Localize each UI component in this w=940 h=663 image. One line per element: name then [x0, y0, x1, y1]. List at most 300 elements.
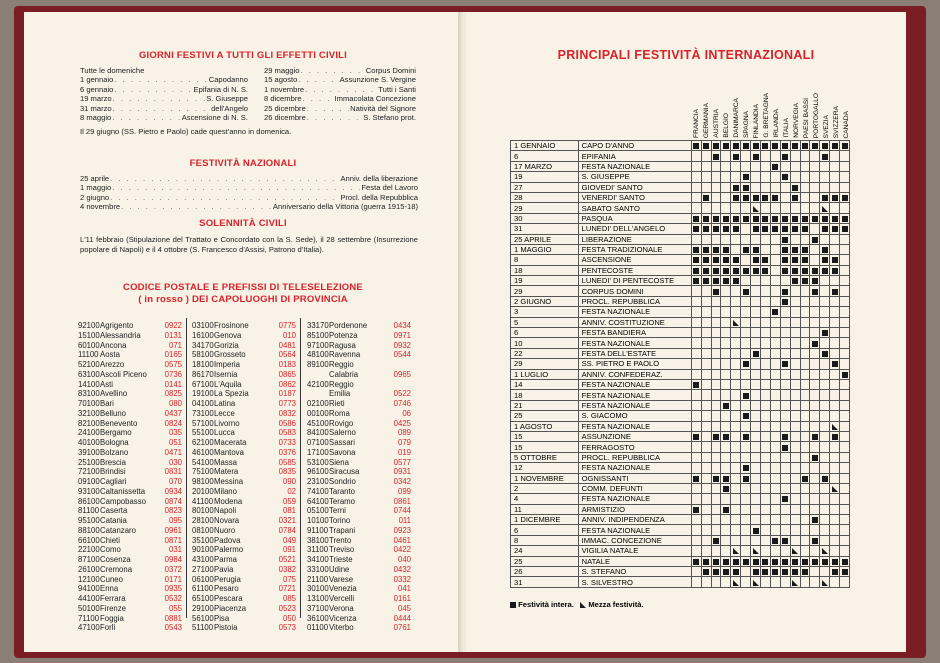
country-name: IRLANDA — [772, 109, 780, 138]
country-name: G. BRETAGNA — [762, 93, 770, 138]
full-holiday-icon — [782, 174, 788, 180]
full-holiday-icon — [713, 143, 719, 149]
full-holiday-icon — [733, 559, 739, 565]
country-cell — [731, 255, 741, 265]
table-row — [511, 515, 850, 525]
item-date: 25 dicembre — [264, 103, 306, 113]
country-cell — [731, 203, 741, 213]
phone-prefix: 0733 — [278, 438, 296, 447]
phone-prefix: 0971 — [393, 330, 411, 340]
postal-code: 91100 — [307, 525, 329, 535]
country-cell — [701, 483, 711, 493]
country-cell — [691, 452, 701, 462]
phone-prefix: 050 — [282, 613, 296, 623]
city-name: Lecce — [214, 408, 235, 418]
country-cell — [820, 411, 830, 421]
country-cell — [830, 463, 840, 473]
country-cell — [770, 338, 780, 348]
full-holiday-icon — [743, 361, 749, 367]
country-cell — [820, 317, 830, 327]
full-holiday-icon — [842, 226, 848, 232]
country-cell — [701, 317, 711, 327]
leader-dots — [110, 193, 339, 202]
phone-prefix: 0823 — [164, 506, 182, 516]
phone-prefix: 0521 — [278, 555, 296, 564]
holiday-name: FESTA NAZIONALE — [578, 421, 691, 431]
country-cell — [751, 535, 761, 545]
postal-code: 86170 — [192, 369, 214, 379]
country-cell — [820, 504, 830, 514]
holiday-name: FESTA NAZIONALE — [578, 390, 691, 400]
postal-code: 89100 — [307, 360, 329, 369]
country-cell — [760, 338, 770, 348]
holiday-name: FESTA NAZIONALE — [578, 463, 691, 473]
postal-code: 98100 — [192, 477, 214, 486]
country-cell — [820, 213, 830, 223]
table-row — [511, 141, 850, 151]
code-row — [192, 623, 296, 633]
codici-col-1 — [78, 321, 182, 633]
country-cell — [770, 483, 780, 493]
country-cell — [760, 483, 770, 493]
city-name: Viterbo — [329, 623, 354, 633]
full-holiday-icon — [782, 247, 788, 253]
country-cell — [701, 265, 711, 275]
country-cell — [751, 338, 761, 348]
country-cell — [820, 442, 830, 452]
country-cell — [731, 317, 741, 327]
country-cell — [840, 379, 850, 389]
full-holiday-icon — [802, 559, 808, 565]
city-name: Brindisi — [100, 467, 126, 477]
country-cell — [701, 473, 711, 483]
city-name: Calabria — [329, 369, 359, 379]
country-cell — [840, 141, 850, 151]
city-name: Caserta — [100, 506, 128, 516]
country-cell — [810, 224, 820, 234]
country-cell — [741, 182, 751, 192]
holiday-date: 12 — [511, 463, 579, 473]
country-cell — [711, 494, 721, 504]
country-header — [732, 82, 741, 140]
postal-code: 93100 — [78, 486, 100, 496]
country-cell — [820, 577, 830, 587]
postal-code: 71100 — [78, 613, 100, 623]
postal-code: 80100 — [192, 506, 214, 516]
table-row — [511, 567, 850, 577]
country-cell — [711, 546, 721, 556]
festivi-title: GIORNI FESTIVI A TUTTI GLI EFFETTI CIVILI — [138, 50, 348, 61]
code-row — [307, 438, 411, 448]
country-cell — [780, 390, 790, 400]
table-row — [511, 276, 850, 286]
city-name: Asti — [100, 379, 113, 389]
country-cell — [721, 515, 731, 525]
holiday-date: 26 — [511, 567, 579, 577]
holiday-date: 5 OTTOBRE — [511, 452, 579, 462]
country-cell — [840, 504, 850, 514]
table-row — [511, 161, 850, 171]
country-cell — [840, 317, 850, 327]
country-cell — [721, 483, 731, 493]
country-cell — [780, 431, 790, 441]
country-cell — [701, 421, 711, 431]
phone-prefix: 0932 — [393, 340, 411, 350]
country-cell — [820, 525, 830, 535]
table-row — [511, 286, 850, 296]
country-cell — [800, 556, 810, 566]
country-cell — [731, 172, 741, 182]
postal-code: 06100 — [192, 574, 214, 584]
postal-code: 85100 — [307, 330, 329, 340]
leader-dots — [110, 174, 339, 183]
holiday-name: FESTA NAZIONALE — [578, 400, 691, 410]
country-cell — [810, 400, 820, 410]
full-holiday-icon — [753, 528, 759, 534]
full-holiday-icon — [723, 268, 729, 274]
city-name: Sondrio — [329, 477, 356, 486]
country-cell — [770, 452, 780, 462]
country-cell — [711, 359, 721, 369]
country-header — [702, 82, 711, 140]
country-cell — [810, 546, 820, 556]
country-cell — [691, 172, 701, 182]
city-name: Rieti — [329, 399, 345, 408]
country-cell — [691, 504, 701, 514]
country-header — [832, 82, 841, 140]
code-row — [307, 594, 411, 604]
country-cell — [691, 535, 701, 545]
country-cell — [741, 348, 751, 358]
country-cell — [701, 234, 711, 244]
phone-prefix: 0161 — [393, 594, 411, 603]
country-cell — [731, 307, 741, 317]
city-name: Isernia — [214, 369, 238, 379]
country-cell — [840, 577, 850, 587]
code-row — [78, 438, 182, 448]
table-row — [511, 452, 850, 462]
holiday-name: FESTA NAZIONALE — [578, 525, 691, 535]
country-cell — [741, 328, 751, 338]
country-header — [692, 82, 701, 140]
table-row — [511, 317, 850, 327]
country-cell — [731, 463, 741, 473]
country-cell — [770, 400, 780, 410]
country-cell — [780, 182, 790, 192]
country-cell — [701, 161, 711, 171]
postal-code: 08100 — [192, 525, 214, 535]
country-cell — [810, 328, 820, 338]
country-cell — [810, 317, 820, 327]
country-cell — [840, 421, 850, 431]
country-name: SVIZZERA — [833, 105, 841, 138]
full-holiday-icon — [713, 268, 719, 274]
phone-prefix — [387, 360, 411, 370]
code-row — [78, 623, 182, 633]
country-cell — [770, 307, 780, 317]
country-cell — [741, 483, 751, 493]
country-cell — [741, 172, 751, 182]
full-holiday-icon — [822, 247, 828, 253]
country-cell — [770, 463, 780, 473]
country-cell — [790, 411, 800, 421]
code-row — [192, 497, 296, 507]
country-cell — [830, 421, 840, 431]
full-holiday-icon — [792, 226, 798, 232]
postal-code: 86100 — [78, 496, 100, 506]
full-holiday-icon — [812, 216, 818, 222]
country-cell — [840, 535, 850, 545]
country-cell — [751, 515, 761, 525]
country-cell — [701, 276, 711, 286]
country-cell — [691, 556, 701, 566]
country-cell — [780, 567, 790, 577]
country-cell — [691, 359, 701, 369]
code-row — [307, 458, 411, 468]
table-row — [511, 224, 850, 234]
country-cell — [780, 141, 790, 151]
country-cell — [820, 182, 830, 192]
country-cell — [830, 556, 840, 566]
item-name: Tutti i Santi — [378, 84, 416, 94]
country-cell — [721, 265, 731, 275]
city-name: Vercelli — [329, 594, 355, 603]
country-cell — [830, 192, 840, 202]
country-cell — [721, 141, 731, 151]
country-cell — [711, 296, 721, 306]
country-cell — [701, 172, 711, 182]
country-cell — [691, 567, 701, 577]
full-holiday-icon — [782, 559, 788, 565]
holiday-name: CAPO D'ANNO — [578, 141, 691, 151]
country-cell — [731, 473, 741, 483]
country-cell — [800, 141, 810, 151]
country-cell — [711, 577, 721, 587]
half-holiday-icon — [822, 206, 828, 212]
country-cell — [800, 431, 810, 441]
holiday-date: 1 AGOSTO — [511, 421, 579, 431]
country-cell — [721, 307, 731, 317]
country-cell — [751, 567, 761, 577]
leader-dots — [121, 202, 272, 211]
country-cell — [770, 567, 780, 577]
table-row — [511, 483, 850, 493]
country-cell — [810, 276, 820, 286]
full-holiday-icon — [693, 476, 699, 482]
holiday-name: LUNEDI' DELL'ANGELO — [578, 224, 691, 234]
country-cell — [840, 411, 850, 421]
half-holiday-icon — [733, 580, 739, 586]
country-header — [722, 82, 731, 140]
phone-prefix: 079 — [397, 438, 411, 447]
country-cell — [800, 463, 810, 473]
country-cell — [820, 494, 830, 504]
country-cell — [770, 172, 780, 182]
country-cell — [790, 535, 800, 545]
postal-code: 26100 — [78, 564, 100, 574]
country-cell — [840, 192, 850, 202]
full-holiday-icon — [743, 216, 749, 222]
phone-prefix: 0437 — [164, 408, 182, 418]
holiday-name: FESTA NAZIONALE — [578, 161, 691, 171]
full-holiday-icon — [703, 216, 709, 222]
country-name: ITALIA — [782, 118, 790, 138]
full-holiday-icon — [733, 278, 739, 284]
country-cell — [741, 411, 751, 421]
list-item — [80, 193, 418, 202]
holiday-name: FESTA BANDIERA — [578, 328, 691, 338]
phone-prefix: 0865 — [278, 369, 296, 379]
half-holiday-icon — [580, 602, 586, 608]
country-cell — [701, 255, 711, 265]
country-cell — [711, 483, 721, 493]
country-cell — [760, 192, 770, 202]
country-cell — [820, 307, 830, 317]
country-cell — [800, 525, 810, 535]
country-cell — [691, 442, 701, 452]
country-cell — [810, 421, 820, 431]
country-cell — [731, 390, 741, 400]
country-cell — [691, 338, 701, 348]
city-name: Pistoia — [214, 623, 238, 633]
city-name: Campobasso — [100, 496, 146, 506]
holiday-date: 29 — [511, 286, 579, 296]
half-holiday-icon — [832, 424, 838, 430]
phone-prefix: 0461 — [393, 535, 411, 545]
full-holiday-icon — [693, 382, 699, 388]
country-cell — [800, 411, 810, 421]
country-cell — [810, 390, 820, 400]
country-cell — [721, 296, 731, 306]
country-cell — [790, 296, 800, 306]
country-cell — [820, 265, 830, 275]
postal-code: 56100 — [192, 613, 214, 623]
holiday-name: OGNISSANTI — [578, 473, 691, 483]
country-cell — [760, 400, 770, 410]
holiday-name: LUNEDI' DI PENTECOSTE — [578, 276, 691, 286]
city-name: Treviso — [329, 545, 355, 555]
country-cell — [810, 348, 820, 358]
full-holiday-icon — [792, 195, 798, 201]
country-cell — [741, 431, 751, 441]
list-item — [264, 66, 416, 75]
divider — [300, 318, 301, 618]
postal-code: 51100 — [192, 623, 214, 633]
country-cell — [800, 338, 810, 348]
country-cell — [820, 203, 830, 213]
code-row — [192, 516, 296, 526]
country-cell — [711, 192, 721, 202]
full-holiday-icon — [822, 143, 828, 149]
full-holiday-icon — [842, 143, 848, 149]
country-cell — [830, 296, 840, 306]
country-cell — [760, 473, 770, 483]
city-name: Como — [100, 545, 121, 555]
item-date: 2 giugno — [80, 192, 110, 202]
country-cell — [741, 504, 751, 514]
code-row — [307, 467, 411, 477]
country-cell — [840, 556, 850, 566]
country-cell — [711, 348, 721, 358]
country-cell — [820, 483, 830, 493]
full-holiday-icon — [713, 226, 719, 232]
full-holiday-icon — [693, 257, 699, 263]
phone-prefix: 0425 — [393, 418, 411, 428]
country-cell — [790, 161, 800, 171]
full-holiday-icon — [782, 445, 788, 451]
country-cell — [840, 494, 850, 504]
country-cell — [691, 203, 701, 213]
half-holiday-icon — [753, 548, 759, 554]
country-cell — [721, 400, 731, 410]
full-holiday-icon — [792, 569, 798, 575]
country-cell — [810, 494, 820, 504]
country-cell — [751, 141, 761, 151]
holiday-name: ASSUNZIONE — [578, 431, 691, 441]
city-name: Cremona — [100, 564, 133, 574]
phone-prefix: 070 — [168, 477, 182, 486]
country-cell — [711, 172, 721, 182]
city-name: Benevento — [100, 418, 138, 428]
full-holiday-icon — [832, 289, 838, 295]
leader-dots — [305, 85, 377, 94]
list-item — [80, 85, 248, 94]
table-row — [511, 546, 850, 556]
full-holiday-icon — [832, 143, 838, 149]
country-cell — [731, 286, 741, 296]
full-holiday-icon — [743, 559, 749, 565]
postal-code: 12100 — [78, 574, 100, 584]
postal-code: 35100 — [192, 535, 214, 545]
city-name: Salerno — [329, 428, 356, 438]
country-cell — [790, 567, 800, 577]
code-row — [307, 497, 411, 507]
full-holiday-icon — [713, 569, 719, 575]
country-cell — [691, 213, 701, 223]
country-cell — [691, 421, 701, 431]
city-name: Matera — [214, 467, 239, 477]
full-holiday-icon — [743, 393, 749, 399]
phone-prefix: 071 — [168, 340, 182, 350]
leader-dots — [307, 113, 362, 122]
country-cell — [741, 255, 751, 265]
country-cell — [770, 411, 780, 421]
postal-code: 88100 — [78, 525, 100, 535]
phone-prefix: 0832 — [278, 408, 296, 418]
code-row — [192, 428, 296, 438]
holiday-date: 19 — [511, 172, 579, 182]
country-cell — [790, 577, 800, 587]
country-cell — [721, 567, 731, 577]
country-cell — [721, 421, 731, 431]
country-cell — [751, 359, 761, 369]
postal-code: 22100 — [78, 545, 100, 555]
country-cell — [741, 265, 751, 275]
full-holiday-icon — [713, 278, 719, 284]
full-holiday-icon — [822, 268, 828, 274]
country-cell — [790, 182, 800, 192]
country-cell — [840, 182, 850, 192]
list-item — [264, 85, 416, 94]
country-cell — [760, 359, 770, 369]
full-holiday-icon — [782, 154, 788, 160]
country-cell — [790, 494, 800, 504]
country-cell — [691, 182, 701, 192]
country-cell — [751, 213, 761, 223]
country-cell — [701, 379, 711, 389]
country-cell — [711, 255, 721, 265]
country-cell — [731, 328, 741, 338]
